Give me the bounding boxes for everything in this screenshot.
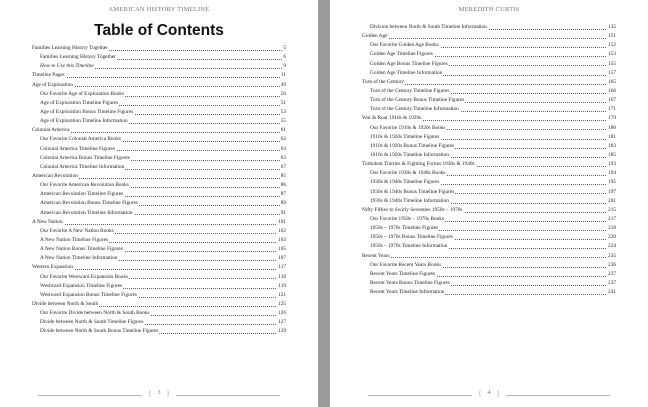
dot-leader	[32, 224, 286, 225]
toc-entry-page: 235	[607, 252, 616, 261]
toc-entry[interactable]	[32, 309, 286, 318]
toc-entry[interactable]	[362, 142, 616, 151]
toc-entry[interactable]	[362, 279, 616, 288]
toc-entry-title: Westward Expansion Timeline Figures	[40, 282, 123, 289]
toc-entry-title: Our Favorite American Revolution Books	[40, 182, 129, 189]
toc-entry-page: 5	[282, 44, 286, 53]
toc-entry-page: 125	[277, 300, 286, 309]
toc-entry[interactable]	[362, 124, 616, 133]
toc-entry[interactable]	[32, 53, 286, 62]
toc-entry-page: 121	[277, 291, 286, 300]
toc-entry[interactable]	[32, 145, 286, 154]
toc-entry-title: Colonial America Timeline Figures	[40, 145, 115, 152]
toc-entry-page: 85	[280, 172, 286, 181]
toc-list	[330, 23, 648, 297]
toc-entry-page: 236	[607, 261, 616, 270]
toc-entry[interactable]	[362, 215, 616, 224]
toc-entry[interactable]	[362, 32, 616, 41]
toc-entry-page: 129	[277, 327, 286, 336]
toc-entry-title: Turn of the Century	[362, 78, 405, 85]
toc-entry-title: Age of Exploration Timeline Figures	[40, 99, 119, 106]
toc-entry[interactable]	[362, 252, 616, 261]
toc-entry-title: Golden Age Timeline Figures	[370, 51, 433, 58]
toc-entry[interactable]	[32, 300, 286, 309]
toc-entry[interactable]	[32, 190, 286, 199]
page-title: Table of Contents	[94, 22, 224, 39]
toc-entry-page: 63	[280, 154, 286, 163]
toc-entry-page: 165	[607, 78, 616, 87]
toc-entry[interactable]	[362, 233, 616, 242]
toc-entry-title: Recent Years	[362, 252, 390, 259]
toc-entry-page: 181	[607, 133, 616, 142]
toc-entry[interactable]	[362, 60, 616, 69]
toc-entry-title: Our Favorite Westward Expansion Books	[40, 273, 129, 280]
toc-entry-title: Western Expansion	[32, 264, 73, 271]
toc-entry[interactable]	[362, 96, 616, 105]
toc-entry-page: 63	[280, 145, 286, 154]
toc-entry-page: 101	[277, 218, 286, 227]
toc-entry-title: Our Favorite 1910s & 1920s Books	[370, 124, 446, 131]
toc-entry[interactable]	[362, 261, 616, 270]
toc-entry[interactable]	[362, 23, 616, 32]
toc-entry-page: 55	[280, 117, 286, 126]
toc-entry-title: Division between North & South Timeline Information	[370, 24, 487, 30]
toc-entry-page: 167	[607, 96, 616, 105]
toc-list	[0, 44, 318, 337]
toc-entry[interactable]	[32, 291, 286, 300]
footer-rule-left	[368, 395, 472, 396]
toc-entry[interactable]	[362, 178, 616, 187]
toc-entry-page: 220	[607, 233, 616, 242]
toc-entry[interactable]	[362, 197, 616, 206]
toc-entry-page: 166	[607, 87, 616, 96]
toc-entry-page: 179	[607, 114, 616, 123]
toc-entry-title: American Revolution Timeline Information	[40, 209, 133, 216]
toc-entry[interactable]	[32, 163, 286, 172]
toc-entry-title: Turn of the Century Bonus Timeline Figures	[370, 97, 465, 104]
toc-entry[interactable]	[362, 270, 616, 279]
toc-entry[interactable]	[32, 62, 286, 71]
toc-entry[interactable]	[32, 245, 286, 254]
footer-rule-left	[38, 395, 142, 396]
toc-entry[interactable]	[362, 224, 616, 233]
toc-entry[interactable]	[32, 81, 286, 90]
toc-entry[interactable]	[362, 114, 616, 123]
toc-entry-title: Divide between North & South	[32, 300, 99, 307]
dot-leader	[362, 257, 616, 258]
toc-entry-page: 11	[280, 71, 286, 80]
toc-entry-title: Our Favorite Recent Years Books	[370, 261, 442, 268]
toc-entry-title: 1910s & 1920s Timeline Information	[370, 151, 449, 158]
toc-entry-title: American Revolution Timeline Figures	[40, 191, 124, 198]
page-footer	[330, 389, 648, 401]
dot-leader	[32, 77, 286, 78]
toc-entry[interactable]	[32, 263, 286, 272]
toc-entry[interactable]	[32, 318, 286, 327]
toc-entry-title: Families Learning History Together	[40, 54, 116, 61]
toc-entry-page: 127	[277, 318, 286, 327]
toc-entry[interactable]	[32, 90, 286, 99]
toc-entry-title: Colonial America Bonus Timeline Figures	[40, 154, 130, 161]
toc-entry-page: 237	[607, 279, 616, 288]
toc-entry[interactable]	[362, 78, 616, 87]
toc-entry-page: 119	[277, 282, 286, 291]
left-page	[0, 0, 318, 407]
toc-entry[interactable]	[32, 172, 286, 181]
toc-entry-title: American Revolution Bonus Timeline Figures	[40, 200, 138, 207]
toc-entry-page: 118	[277, 273, 286, 282]
toc-entry[interactable]	[362, 169, 616, 178]
toc-entry-title: Nifty Fifties to Swirly Seventies 1950s – 1970s	[362, 206, 463, 213]
toc-entry-page: 152	[607, 41, 616, 50]
toc-entry-title: Our Favorite A New Nation Books	[40, 227, 114, 234]
toc-entry-page: 157	[607, 69, 616, 78]
toc-entry-title: Age of Exploration	[32, 81, 73, 88]
footer-rule-right	[506, 395, 610, 396]
toc-entry[interactable]	[362, 242, 616, 251]
toc-entry[interactable]	[32, 209, 286, 218]
toc-entry-page: 102	[277, 227, 286, 236]
toc-entry[interactable]	[362, 288, 616, 297]
running-head: MEREDITH CURTIS	[458, 6, 520, 13]
toc-entry[interactable]	[32, 108, 286, 117]
toc-entry-page: 237	[607, 270, 616, 279]
toc-entry[interactable]	[32, 71, 286, 80]
toc-entry-title: Recent Years Timeline Figures	[370, 270, 436, 277]
toc-entry-title: Our Favorite 1930s & 1940s Books	[370, 170, 446, 177]
dot-leader	[362, 38, 616, 39]
toc-entry-title: Golden Age Bonus Timeline Figures	[370, 60, 448, 67]
toc-entry-title: War & Roar 1910s & 1920s	[362, 115, 422, 122]
toc-entry[interactable]	[362, 188, 616, 197]
toc-entry[interactable]	[362, 151, 616, 160]
right-page	[330, 0, 648, 407]
toc-entry-title: 1930s & 1940s Bonus Timeline Figures	[370, 188, 455, 195]
toc-entry-page: 67	[280, 163, 286, 172]
toc-entry[interactable]	[32, 126, 286, 135]
toc-entry-page: 9	[282, 62, 286, 71]
running-head: AMERICAN HISTORY TIMELINE	[108, 6, 210, 13]
toc-entry-title: American Revolution	[32, 172, 78, 179]
toc-entry-title: Divide between North & South Bonus Timeline Figures	[40, 328, 159, 335]
toc-entry-page: 241	[607, 288, 616, 297]
toc-entry-title: 1930s & 1940s Timeline Information	[370, 197, 449, 204]
toc-entry[interactable]	[362, 87, 616, 96]
toc-entry-title: Our Favorite Divide between North & South Books	[40, 310, 150, 317]
toc-entry-title: Recent Years Bonus Timeline Figures	[370, 279, 450, 286]
toc-entry-page: 194	[607, 169, 616, 178]
toc-entry[interactable]	[32, 181, 286, 190]
toc-entry[interactable]	[362, 206, 616, 215]
toc-entry-title: Turbulent Thirties & Fighting Forties 1930s & 1940s	[362, 161, 475, 168]
page-footer	[0, 389, 318, 401]
toc-entry-title: Golden Age Timeline Information	[370, 69, 443, 76]
toc-entry-title: A New Nation Timeline Figures	[40, 236, 108, 243]
toc-entry[interactable]	[362, 105, 616, 114]
toc-entry-title: 1950s – 1970s Bonus Timeline Figures	[370, 234, 453, 241]
toc-entry-page: 215	[607, 206, 616, 215]
toc-entry-page: 89	[280, 199, 286, 208]
toc-entry-page: 217	[607, 215, 616, 224]
toc-entry[interactable]	[32, 135, 286, 144]
toc-entry[interactable]	[32, 44, 286, 53]
toc-entry-page: 86	[280, 181, 286, 190]
toc-entry[interactable]	[32, 117, 286, 126]
toc-entry-title: 1910s & 1920s Timeline Figures	[370, 133, 440, 140]
toc-entry[interactable]	[32, 199, 286, 208]
toc-entry-page: 117	[277, 263, 286, 272]
toc-entry-title: 1950s – 1970s Timeline Figures	[370, 225, 438, 232]
toc-entry-title: 1950s – 1970s Timeline Information	[370, 243, 448, 250]
toc-entry-page: 197	[607, 188, 616, 197]
toc-entry-title: A New Nation	[32, 218, 63, 225]
toc-entry-page: 201	[607, 197, 616, 206]
toc-entry-title: How to Use this Timeline	[40, 63, 94, 70]
toc-entry-title: Timeline Pages	[32, 72, 65, 79]
toc-entry-page: 183	[607, 142, 616, 151]
toc-entry[interactable]	[362, 41, 616, 50]
toc-entry-title: Colonial America	[32, 127, 70, 134]
footer-rule-right	[176, 395, 280, 396]
page-number: { 4 }	[479, 390, 499, 396]
toc-entry-title: A New Nation Timeline Information	[40, 255, 118, 262]
toc-entry-page: 87	[280, 190, 286, 199]
toc-entry-title: Families Learning History Together	[32, 45, 108, 51]
toc-entry-title: 1930s & 1940s Timeline Figures	[370, 179, 440, 186]
toc-entry-title: A New Nation Bonus Timeline Figures	[40, 246, 123, 253]
toc-entry-page: 224	[607, 242, 616, 251]
toc-entry[interactable]	[32, 327, 286, 336]
toc-entry[interactable]	[32, 282, 286, 291]
toc-entry-page: 155	[607, 60, 616, 69]
toc-entry[interactable]	[32, 273, 286, 282]
page-number: { 3 }	[149, 390, 169, 396]
toc-entry-title: Turn of the Century Timeline Information	[370, 106, 459, 113]
toc-entry-page: 171	[607, 105, 616, 114]
toc-entry-page: 6	[282, 53, 286, 62]
toc-entry-title: Divide between North & South Timeline Figures	[40, 319, 144, 326]
toc-entry[interactable]	[32, 236, 286, 245]
toc-entry-page: 51	[280, 99, 286, 108]
toc-entry[interactable]	[32, 99, 286, 108]
toc-entry[interactable]	[362, 69, 616, 78]
toc-entry-title: Age of Exploration Bonus Timeline Figures	[40, 108, 134, 115]
toc-entry-page: 50	[280, 90, 286, 99]
toc-entry-page: 61	[280, 126, 286, 135]
toc-entry-page: 195	[607, 178, 616, 187]
toc-entry-title: Golden Age	[362, 33, 388, 40]
toc-entry-page: 49	[280, 81, 286, 90]
toc-entry-title: Our Favorite Golden Age Books	[370, 42, 439, 49]
toc-entry-page: 135	[607, 23, 616, 32]
toc-entry-page: 91	[280, 209, 286, 218]
toc-entry[interactable]	[32, 218, 286, 227]
toc-entry-title: Westward Expansion Bonus Timeline Figures	[40, 291, 137, 298]
toc-entry-page: 53	[280, 108, 286, 117]
toc-entry-title: Turn of the Century Timeline Figures	[370, 87, 450, 94]
toc-entry-page: 185	[607, 151, 616, 160]
toc-entry-page: 103	[277, 236, 286, 245]
toc-entry-title: Our Favorite Colonial America Books	[40, 136, 121, 143]
toc-entry[interactable]	[362, 160, 616, 169]
toc-entry-page: 151	[607, 32, 616, 41]
toc-entry[interactable]	[32, 254, 286, 263]
toc-entry-title: 1910s & 1920s Bonus Timeline Figures	[370, 142, 455, 149]
toc-entry-page: 180	[607, 124, 616, 133]
toc-entry-title: Our Favorite 1950s – 1970s Books	[370, 215, 445, 222]
toc-entry-page: 126	[277, 309, 286, 318]
toc-entry-page: 105	[277, 245, 286, 254]
toc-entry-title: Colonial America Timeline Information	[40, 163, 125, 170]
toc-entry-title: Recent Years Timeline Information	[370, 289, 445, 296]
toc-entry[interactable]	[32, 227, 286, 236]
toc-entry[interactable]	[362, 50, 616, 59]
toc-entry-page: 62	[280, 135, 286, 144]
toc-entry-page: 107	[277, 254, 286, 263]
toc-entry-title: Our Favorite Age of Exploration Books	[40, 90, 125, 97]
toc-entry-page: 153	[607, 50, 616, 59]
toc-entry-title: Age of Exploration Timeline Information	[40, 118, 128, 125]
toc-entry-page: 218	[607, 224, 616, 233]
toc-entry[interactable]	[32, 154, 286, 163]
toc-entry[interactable]	[362, 133, 616, 142]
toc-entry-page: 193	[607, 160, 616, 169]
